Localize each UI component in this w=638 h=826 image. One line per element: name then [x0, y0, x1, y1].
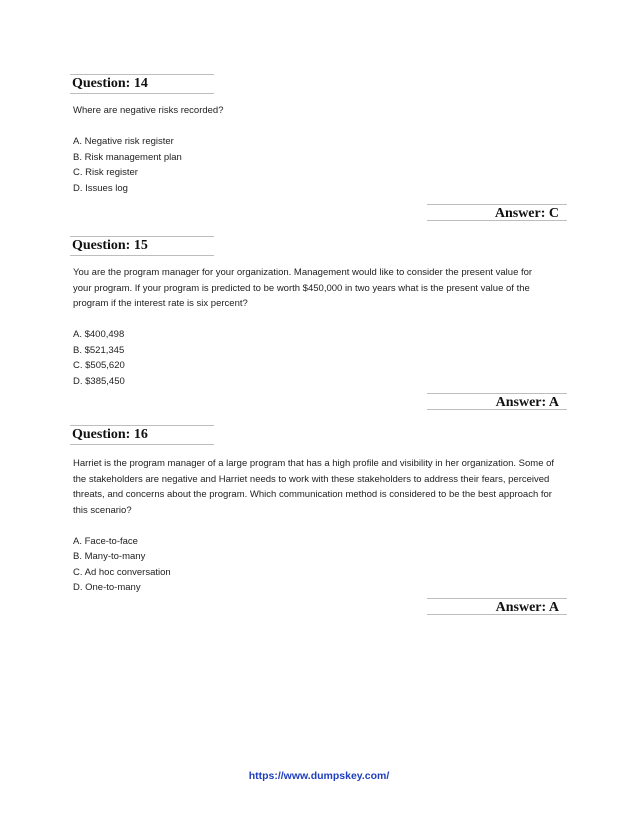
question-15-text: You are the program manager for your organization. Management would like to consider the present value for your program. If your program is predicted to be worth $450,000 in two years what is the present value of the program if the interest rate is six percent? [73, 267, 533, 309]
question-14-title: Question: 14 [70, 74, 214, 94]
question-14-option-b: B. Risk management plan [73, 151, 182, 163]
question-16-option-d: D. One-to-many [73, 582, 141, 593]
footer-url-link[interactable]: https://www.dumpskey.com/ [248, 770, 390, 782]
question-15-answer: Answer: A [427, 393, 567, 410]
question-16-option-b: B. Many-to-many [73, 551, 146, 562]
question-15-option-d: D. $385,450 [73, 375, 125, 387]
question-15-title: Question: 15 [70, 236, 214, 256]
question-14-option-a: A. Negative risk register [73, 136, 174, 147]
question-15-option-b: B. $521,345 [73, 344, 125, 356]
question-14-option-c: C. Risk register [73, 167, 138, 178]
question-14-text: Where are negative risks recorded? [73, 105, 224, 116]
question-16-option-c: C. Ad hoc conversation [73, 566, 171, 578]
question-16-body [73, 456, 563, 596]
question-14-answer: Answer: C [427, 204, 567, 221]
question-16-answer: Answer: A [427, 598, 567, 615]
question-14-body [73, 103, 573, 196]
question-16-text: Harriet is the program manager of a large program that has a high profile and visibility in her organization. Some of the stakeholders are negative and Harriet needs to work with these stakeholders to address their fears, perceived threats, and concerns about the program. Which communication method is considered to be the best approach for this scenario? [73, 458, 555, 516]
question-14-option-d: D. Issues log [73, 182, 128, 194]
question-15-body [73, 265, 543, 389]
question-15-option-a: A. $400,498 [73, 329, 125, 340]
question-15-option-c: C. $505,620 [73, 360, 125, 371]
question-16-option-a: A. Face-to-face [73, 535, 138, 547]
question-16-title: Question: 16 [70, 425, 214, 445]
